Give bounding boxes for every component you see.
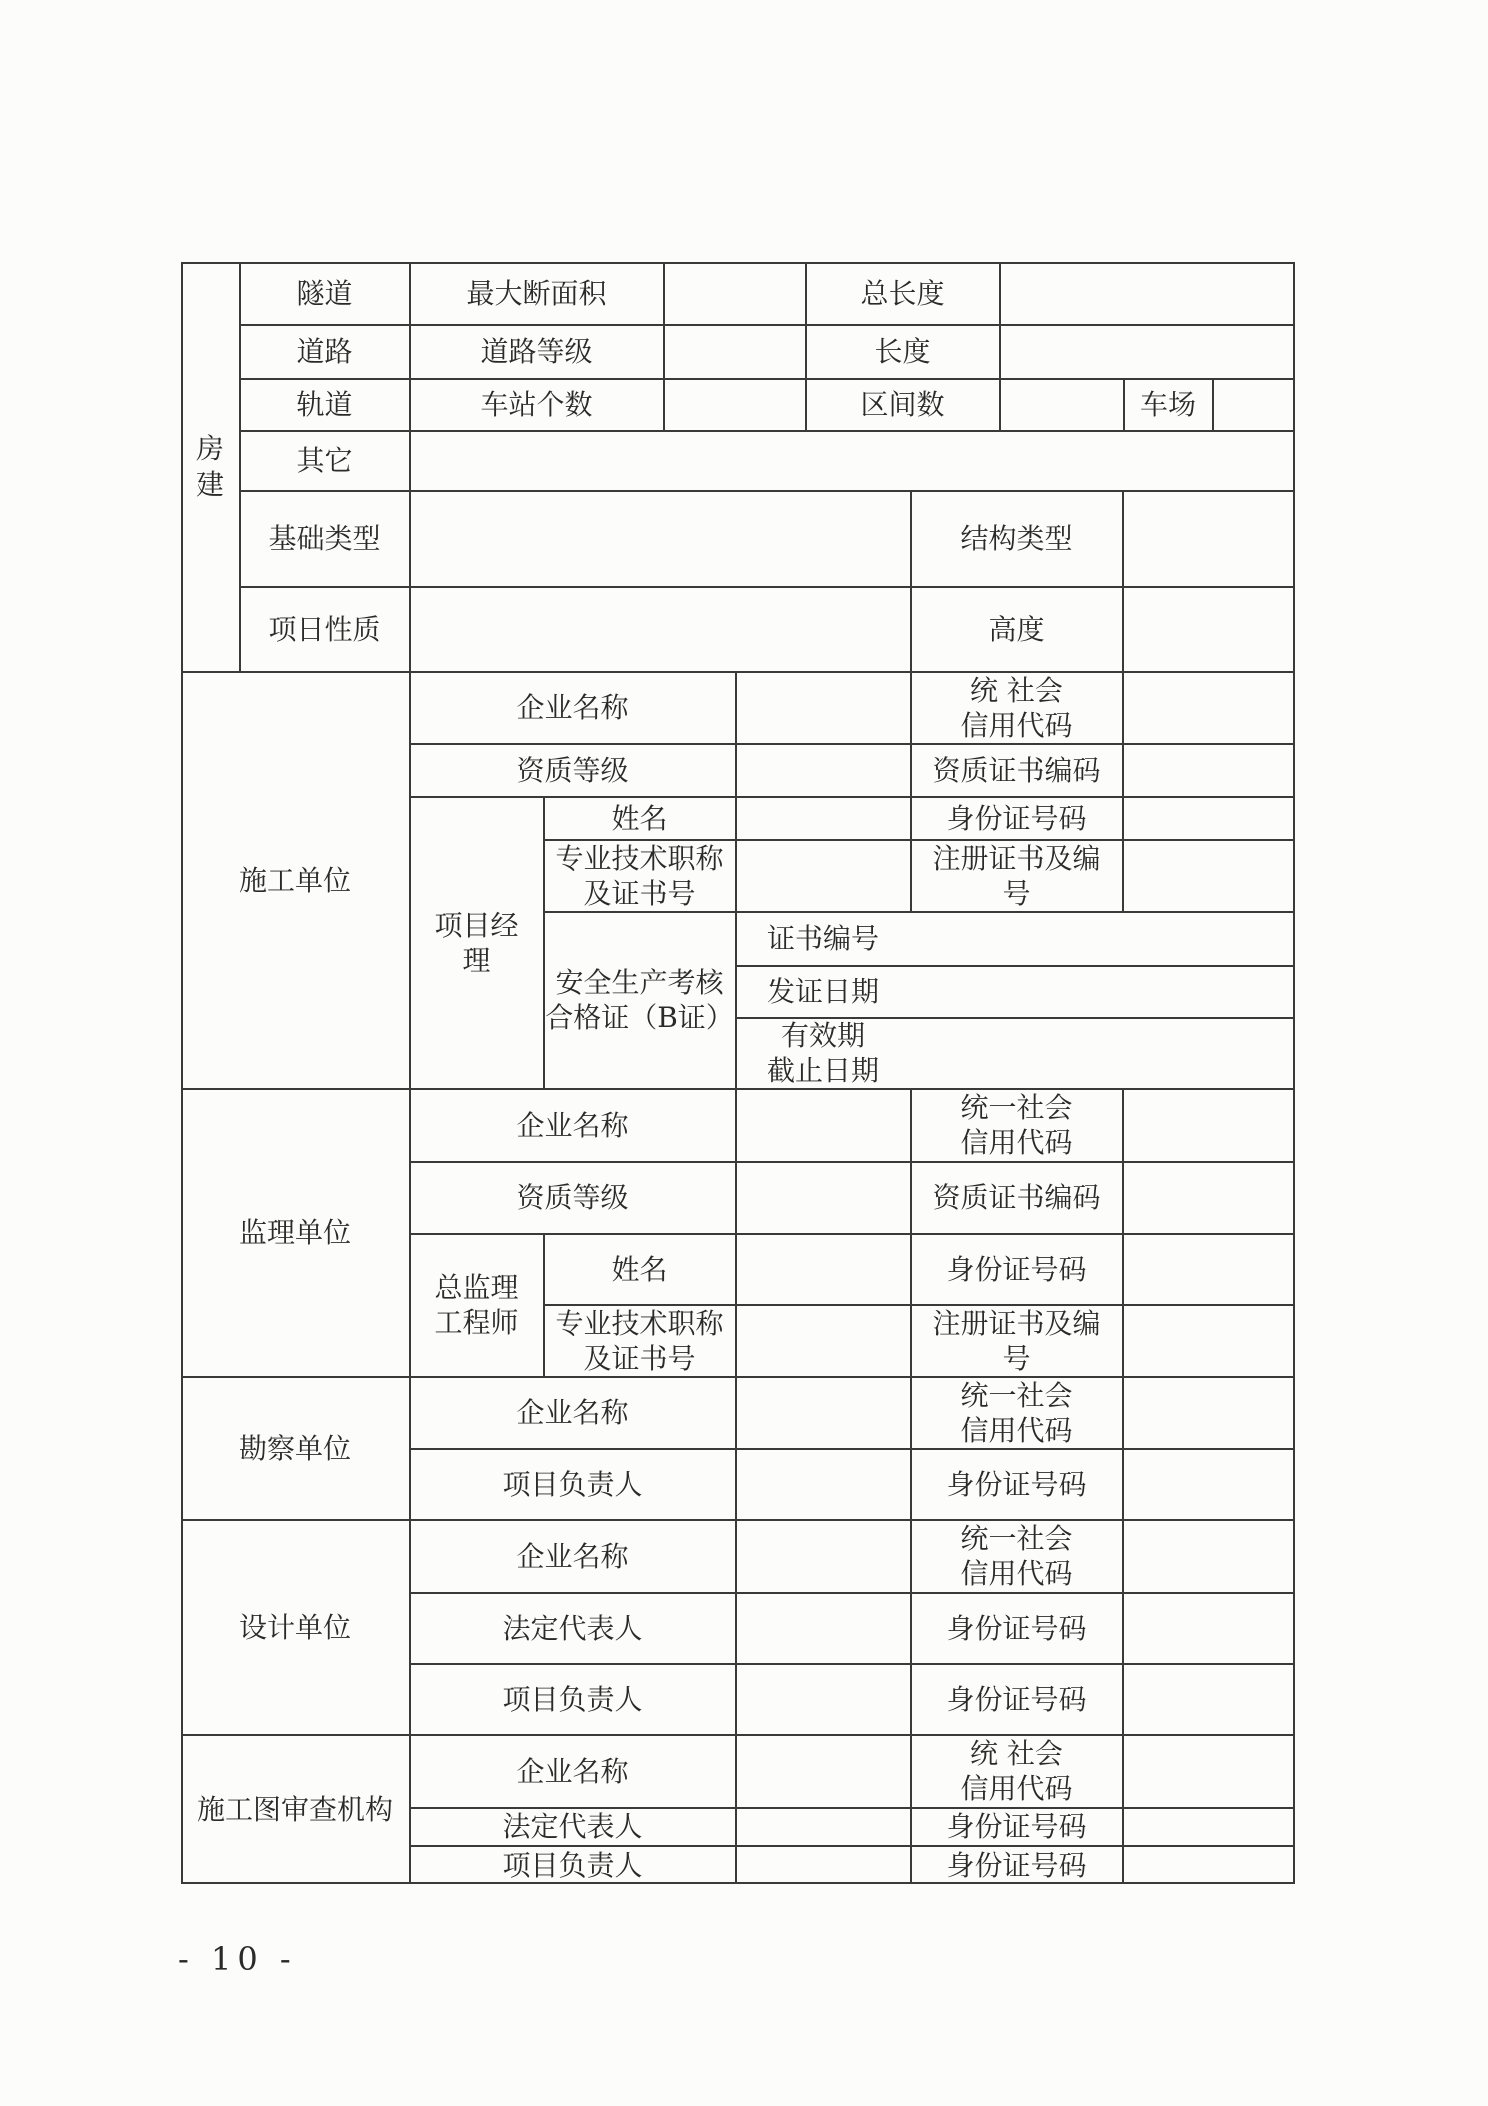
rail-depot-label: 车场 [1139,388,1196,421]
rail-label: 轨道 [296,388,353,421]
fangjian-label: 房 建 [195,431,224,501]
project-nature-label: 项日性质 [268,612,381,646]
construction-unit-label: 施工单位 [238,863,351,897]
construction-credit-code-label: 统 社会 信用代码 [960,673,1073,742]
pm-name-label: 姓名 [611,801,668,835]
rail-stations-label: 车站个数 [480,388,593,421]
review-agency-label: 施工图审查机构 [196,1793,393,1826]
col-divider [735,1088,737,1884]
review-id-label-1: 身份证号码 [946,1810,1087,1843]
tunnel-max-section-value[interactable] [664,262,805,324]
height-label: 高度 [988,612,1045,646]
project-nature-value[interactable] [410,587,910,671]
supervision-qual-cert-label: 资质证书编码 [932,1181,1101,1214]
survey-credit-code-label: 统一社会 信用代码 [960,1378,1073,1447]
rail-depot-value[interactable] [1213,379,1295,430]
road-grade-value[interactable] [664,325,805,378]
chief-reg-cert-label: 注册证书及编 号 [932,1306,1101,1375]
tunnel-total-length-label: 总长度 [860,276,945,310]
supervision-qualification-label: 资质等级 [516,1181,629,1214]
pm-reg-cert-label: 注册证书及编 号 [932,841,1101,910]
chief-title-cert-label: 专业技术职称 及证书号 [555,1306,724,1375]
review-id-label-2: 身份证号码 [946,1848,1087,1882]
design-legal-rep-label: 法定代表人 [502,1611,643,1645]
safety-cert-no-label: 证书编号 [766,922,879,955]
rail-stations-value[interactable] [664,379,805,430]
road-length-label: 长度 [874,335,931,368]
col-divider [1122,1088,1124,1884]
design-id-label-2: 身份证号码 [946,1682,1087,1716]
road-label: 道路 [296,335,353,368]
chief-supervisor-label: 总监理 工程师 [434,1271,519,1339]
height-value[interactable] [1123,587,1295,671]
safety-cert-label: 安全生产考核 合格证（B证） [545,966,734,1034]
rail-sections-value[interactable] [1000,379,1123,430]
review-company-name-label: 企业名称 [516,1754,629,1788]
col-divider [1122,671,1124,911]
foundation-type-label: 基础类型 [268,522,381,555]
supervision-credit-code-label: 统一社会 信用代码 [960,1091,1073,1159]
chief-name-label: 姓名 [611,1252,668,1286]
pm-title-cert-label: 专业技术职称 及证书号 [555,841,724,910]
rail-sections-label: 区间数 [860,388,945,421]
safety-issue-date-label: 发证日期 [766,975,879,1008]
survey-company-name-label: 企业名称 [516,1396,629,1429]
tunnel-max-section-label: 最大断面积 [466,276,607,310]
design-project-lead-label: 项目负责人 [502,1682,643,1716]
road-length-value[interactable] [1000,325,1295,378]
design-unit-label: 设计单位 [238,1610,351,1644]
supervision-company-name-label: 企业名称 [516,1108,629,1142]
page-number: - 10 - [178,1940,297,1978]
construction-company-name-label: 企业名称 [516,691,629,724]
project-manager-label: 项目经 理 [434,908,519,977]
construction-qual-cert-label: 资质证书编码 [932,753,1101,787]
structure-type-label: 结构类型 [960,522,1073,555]
survey-unit-label: 勘察单位 [238,1431,351,1465]
supervision-unit-label: 监理单位 [238,1216,351,1249]
construction-qualification-label: 资质等级 [516,753,629,787]
chief-id-label: 身份证号码 [946,1252,1087,1286]
review-legal-rep-label: 法定代表人 [502,1810,643,1843]
design-company-name-label: 企业名称 [516,1539,629,1573]
survey-id-label: 身份证号码 [946,1467,1087,1501]
design-credit-code-label: 统一社会 信用代码 [960,1522,1073,1590]
review-credit-code-label: 统 社会 信用代码 [960,1737,1073,1805]
road-grade-label: 道路等级 [480,335,593,368]
foundation-type-value[interactable] [410,491,910,586]
pm-id-label: 身份证号码 [946,801,1087,835]
tunnel-label: 隧道 [296,276,353,310]
review-project-lead-label: 项目负责人 [502,1848,643,1882]
tunnel-total-length-value[interactable] [1000,262,1295,324]
safety-expiry-label: 有效期 截止日期 [766,1019,879,1087]
design-id-label-1: 身份证号码 [946,1611,1087,1645]
other-value[interactable] [410,431,1295,490]
other-label: 其它 [296,444,353,477]
survey-project-lead-label: 项目负责人 [502,1467,643,1501]
structure-type-value[interactable] [1123,491,1295,586]
